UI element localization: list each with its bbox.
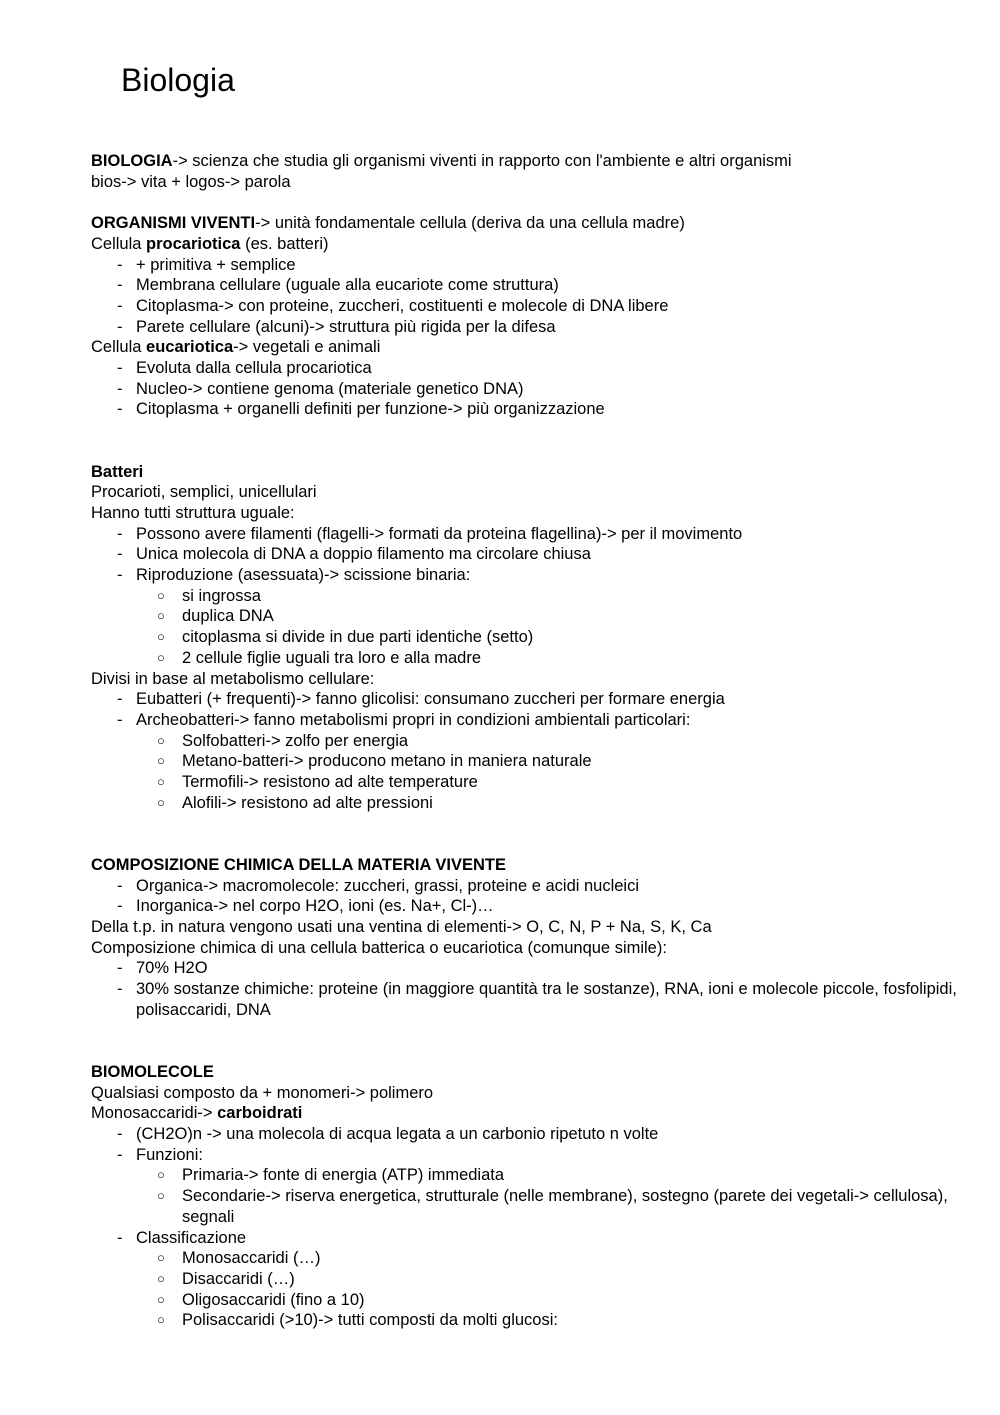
list-item: - Citoplasma + organelli definiti per funzione-> più organizzazione [117, 400, 605, 419]
list-item: - Eubatteri (+ frequenti)-> fanno glicolisi: consumano zuccheri per formare energia [117, 690, 725, 709]
biologia-definition: BIOLOGIA-> scienza che studia gli organismi viventi in rapporto con l'ambiente e altri organismi [91, 152, 792, 170]
sub-list-item: ○ Secondarie-> riserva energetica, strutturale (nelle membrane), sostegno (parete dei vegetali-> cellulosa), segnali [157, 1187, 948, 1226]
organismi-heading-line: ORGANISMI VIVENTI-> unità fondamentale cellula (deriva da una cellula madre) [91, 214, 685, 233]
sub-list-item: ○ Termofili-> resistono ad alte temperature [157, 773, 478, 792]
list-item: - Funzioni: [117, 1145, 203, 1164]
list-item: - Unica molecola di DNA a doppio filamento ma circolare chiusa [117, 545, 591, 564]
list-item: - (CH2O)n -> una molecola di acqua legata a un carbonio ripetuto n volte [117, 1124, 659, 1143]
dash-marker: - [117, 690, 123, 709]
sub-list-item: ○ Primaria-> fonte di energia (ATP) immediata [157, 1166, 505, 1185]
dash-marker: - [117, 980, 123, 999]
document-title: Biologia [121, 62, 235, 98]
paragraph-line: Procarioti, semplici, unicellulari [91, 483, 317, 502]
eucariotica-line: Cellula eucariotica-> vegetali e animali [91, 338, 381, 357]
circle-bullet-icon: ○ [157, 1291, 165, 1307]
circle-bullet-icon: ○ [157, 608, 165, 624]
sub-list-item: ○ Oligosaccaridi (fino a 10) [157, 1290, 365, 1309]
list-item: - Citoplasma-> con proteine, zuccheri, costituenti e molecole di DNA libere [117, 296, 669, 315]
biologia-etymology: bios-> vita + logos-> parola [91, 172, 291, 191]
circle-bullet-icon: ○ [157, 732, 165, 748]
composizione-heading: COMPOSIZIONE CHIMICA DELLA MATERIA VIVENTE [91, 855, 506, 874]
paragraph-line: Divisi in base al metabolismo cellulare: [91, 669, 375, 688]
circle-bullet-icon: ○ [157, 753, 165, 769]
dash-marker: - [117, 710, 123, 729]
sub-list-item: ○ 2 cellule figlie uguali tra loro e alla madre [157, 648, 481, 667]
list-item: - 30% sostanze chimiche: proteine (in maggiore quantità tra le sostanze), RNA, ioni e molecole piccole, fosfolipidi, polisaccaridi, DNA [117, 980, 957, 1019]
circle-bullet-icon: ○ [157, 794, 165, 810]
sub-list-item: ○ Metano-batteri-> producono metano in maniera naturale [157, 752, 592, 771]
sub-list-item: ○ Monosaccaridi (…) [157, 1249, 321, 1268]
list-item: - Organica-> macromolecole: zuccheri, grassi, proteine e acidi nucleici [117, 876, 640, 895]
dash-marker: - [117, 400, 123, 419]
dash-marker: - [117, 959, 123, 978]
sub-list-item: ○ si ingrossa [157, 586, 261, 605]
dash-marker: - [117, 1124, 123, 1143]
monosaccaridi-line: Monosaccaridi-> carboidrati [91, 1104, 303, 1123]
sub-list-item: ○ Polisaccaridi (>10)-> tutti composti da molti glucosi: [157, 1311, 558, 1330]
dash-marker: - [117, 296, 123, 315]
paragraph-line: Qualsiasi composto da + monomeri-> polimero [91, 1083, 434, 1102]
document-body [91, 151, 981, 1331]
dash-marker: - [117, 317, 123, 336]
dash-marker: - [117, 1228, 123, 1247]
sub-list-item: ○ Alofili-> resistono ad alte pressioni [157, 793, 433, 812]
dash-marker: - [117, 359, 123, 378]
sub-list-item: ○ duplica DNA [157, 607, 274, 626]
paragraph-line: Composizione chimica di una cellula batterica o eucariotica (comunque simile): [91, 938, 667, 957]
circle-bullet-icon: ○ [157, 1167, 165, 1183]
dash-marker: - [117, 379, 123, 398]
list-item: - Parete cellulare (alcuni)-> struttura più rigida per la difesa [117, 317, 556, 336]
circle-bullet-icon: ○ [157, 1188, 165, 1204]
dash-marker: - [117, 876, 123, 895]
paragraph-line: Hanno tutti struttura uguale: [91, 503, 295, 522]
organismi-heading: ORGANISMI VIVENTI [91, 214, 256, 233]
list-item: - Possono avere filamenti (flagelli-> formati da proteina flagellina)-> per il movimento [117, 524, 743, 543]
circle-bullet-icon: ○ [157, 1312, 165, 1328]
sub-list-item: ○ citoplasma si divide in due parti identiche (setto) [157, 628, 534, 647]
dash-marker: - [117, 524, 123, 543]
list-item: - Evoluta dalla cellula procariotica [117, 359, 372, 378]
list-item: - + primitiva + semplice [117, 255, 296, 274]
circle-bullet-icon: ○ [157, 629, 165, 645]
circle-bullet-icon: ○ [157, 649, 165, 665]
list-item: - Riproduzione (asessuata)-> scissione binaria: [117, 566, 471, 585]
dash-marker: - [117, 897, 123, 916]
list-item: - Membrana cellulare (uguale alla eucariote come struttura) [117, 276, 559, 295]
dash-marker: - [117, 1145, 123, 1164]
dash-marker: - [117, 276, 123, 295]
paragraph-line: Della t.p. in natura vengono usati una ventina di elementi-> O, C, N, P + Na, S, K, Ca [91, 917, 712, 936]
list-item: - Nucleo-> contiene genoma (materiale genetico DNA) [117, 379, 524, 398]
sub-list-item: ○ Solfobatteri-> zolfo per energia [157, 731, 409, 750]
sub-list-item: ○ Disaccaridi (…) [157, 1269, 295, 1288]
dash-marker: - [117, 545, 123, 564]
circle-bullet-icon: ○ [157, 1250, 165, 1266]
circle-bullet-icon: ○ [157, 774, 165, 790]
batteri-heading: Batteri [91, 462, 144, 481]
procariotica-line: Cellula procariotica (es. batteri) [91, 234, 329, 253]
biologia-heading: BIOLOGIA [91, 152, 173, 170]
list-item: - Classificazione [117, 1228, 247, 1247]
list-item: - 70% H2O [117, 959, 208, 978]
dash-marker: - [117, 566, 123, 585]
list-item: - Inorganica-> nel corpo H2O, ioni (es. Na+, Cl-)… [117, 897, 494, 916]
circle-bullet-icon: ○ [157, 1270, 165, 1286]
circle-bullet-icon: ○ [157, 587, 165, 603]
list-item: - Archeobatteri-> fanno metabolismi propri in condizioni ambientali particolari: [117, 710, 691, 729]
dash-marker: - [117, 255, 123, 274]
biomolecole-heading: BIOMOLECOLE [91, 1062, 214, 1081]
